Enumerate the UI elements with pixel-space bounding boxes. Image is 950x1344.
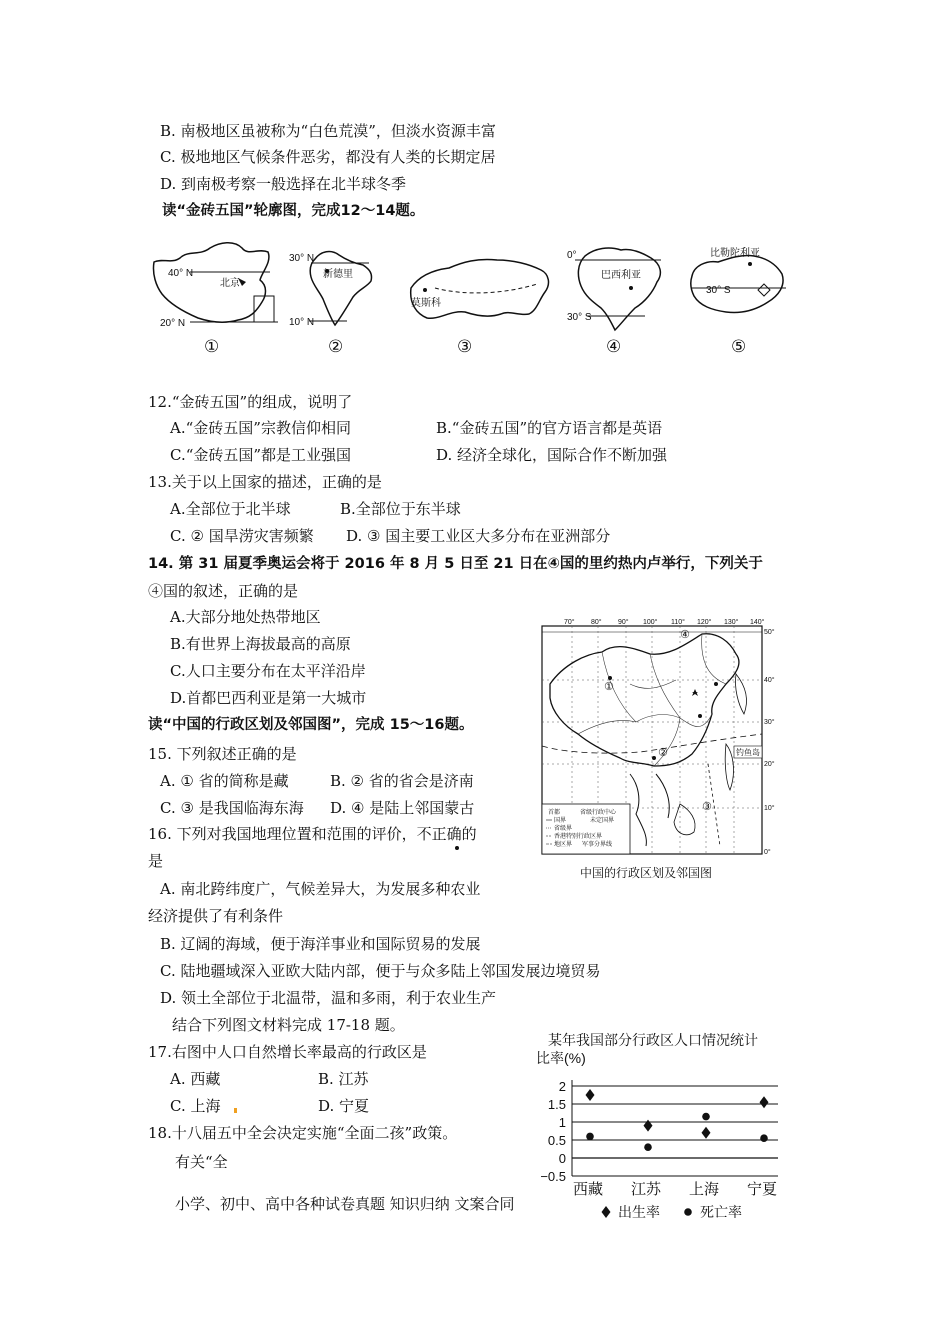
q17-option-b: B. 江苏 xyxy=(318,1070,369,1088)
china-admin-map-figure xyxy=(530,614,780,884)
q16-stem-line2: 是 xyxy=(148,852,164,870)
q12-option-d: D. 经济全球化，国际合作不断加强 xyxy=(436,446,668,464)
q16-option-a-line1: A. 南北跨纬度广，气候差异大，为发展多种农业 xyxy=(160,880,481,898)
chart-death-rate-point xyxy=(760,1134,768,1142)
china-map-legend-provincial-center: 省级行政中心 xyxy=(580,810,617,816)
chart-category-label: 宁夏 xyxy=(746,1180,778,1198)
chart-death-rate-point xyxy=(586,1133,594,1141)
chart-category-label: 西藏 xyxy=(572,1180,604,1198)
q14-option-a: A.大部分地处热带地区 xyxy=(170,608,321,626)
china-map-lon-130: 130° xyxy=(724,619,739,626)
map5-lat30s-label: 30° S xyxy=(706,285,731,296)
q17-stem: 17.右图中人口自然增长率最高的行政区是 xyxy=(148,1043,427,1061)
q16-option-b: B. 辽阔的海域，便于海洋事业和国际贸易的发展 xyxy=(160,935,481,953)
intro-12-14: 读“金砖五国”轮廓图，完成12～14题。 xyxy=(162,203,425,219)
map-number-3: ③ xyxy=(457,337,473,357)
q16-option-c: C. 陆地疆域深入亚欧大陆内部，便于与众多陆上邻国发展边境贸易 xyxy=(160,962,601,980)
china-map-legend-undetermined-border: 未定国界 xyxy=(590,818,615,824)
china-map-legend-region-border: 地区界 xyxy=(554,842,573,848)
map-number-2: ② xyxy=(328,337,344,357)
chart-legend-birth-rate: 出生率 xyxy=(618,1205,660,1218)
q15-stem: 15. 下列叙述正确的是 xyxy=(148,745,297,763)
china-map-marker-2: ② xyxy=(658,746,668,759)
q15-option-a: A. ① 省的简称是藏 xyxy=(160,772,289,790)
diaoyu-island-label: 钓鱼岛 xyxy=(736,748,760,757)
q13-stem: 13.关于以上国家的描述，正确的是 xyxy=(148,473,382,491)
chart-legend-circle xyxy=(684,1208,692,1216)
q14-stem-line1: 14. 第 31 届夏季奥运会将于 2016 年 8 月 5 日至 21 日在④国的里约热内卢举行，下列关于 xyxy=(148,556,763,572)
small-orange-mark xyxy=(234,1108,237,1113)
china-map-lon-140: 140° xyxy=(750,619,765,626)
q15-option-b: B. ② 省的省会是济南 xyxy=(330,772,474,790)
chart-category-label: 上海 xyxy=(688,1180,720,1198)
china-map-legend-hk-border: 香港特别行政区界 xyxy=(554,834,603,840)
q14-option-d: D.首都巴西利亚是第一大城市 xyxy=(170,689,367,707)
chart-ytick-label: 1 xyxy=(558,1115,566,1130)
q16-stem-line1: 16. 下列对我国地理位置和范围的评价，不正确的 xyxy=(148,825,477,843)
q14-option-c: C.人口主要分布在太平洋沿岸 xyxy=(170,662,366,680)
chart-legend-death-rate: 死亡率 xyxy=(700,1205,742,1218)
china-map-lon-90: 90° xyxy=(618,619,629,626)
map1-lat20-label: 20° N xyxy=(160,318,186,329)
china-map-lat-30: 30° xyxy=(764,719,775,726)
population-chart xyxy=(530,1028,790,1218)
map4-brasilia-label: 巴西利亚 xyxy=(601,270,641,281)
china-map-legend-national-border: 国界 xyxy=(554,818,567,824)
q17-option-a: A. 西藏 xyxy=(170,1070,221,1088)
q16-option-a-line2: 经济提供了有利条件 xyxy=(148,907,284,925)
q14-option-b: B.有世界上海拔最高的高原 xyxy=(170,635,351,653)
q14-stem-line2: ④国的叙述，正确的是 xyxy=(148,582,299,600)
map-number-1: ① xyxy=(204,337,220,357)
china-map-lon-120: 120° xyxy=(697,619,712,626)
chart-birth-rate-point xyxy=(760,1096,769,1108)
china-map-lon-70: 70° xyxy=(564,619,575,626)
china-outline-map xyxy=(150,238,280,334)
china-map-lon-110: 110° xyxy=(671,619,685,626)
chart-ylabel: 比率(%) xyxy=(536,1050,586,1066)
q12-stem: 12.“金砖五国”的组成，说明了 xyxy=(148,393,353,411)
china-map-lat-0: 0° xyxy=(764,849,771,856)
map-number-4: ④ xyxy=(606,337,622,357)
option-c-line: C. 极地地区气候条件恶劣，都没有人类的长期定居 xyxy=(160,148,496,166)
map1-lat40-label: 40° N xyxy=(168,268,194,279)
chart-death-rate-point xyxy=(702,1113,710,1121)
map1-beijing-label: 北京 xyxy=(220,278,240,289)
china-map-legend-military-line: 军事分界线 xyxy=(582,842,613,848)
china-map-lat-40: 40° xyxy=(764,677,775,684)
q12-option-a: A.“金砖五国”宗教信仰相同 xyxy=(170,419,351,437)
intro-17-18: 结合下列图文材料完成 17-18 题。 xyxy=(172,1016,405,1034)
chart-birth-rate-point xyxy=(644,1120,653,1132)
china-map-lat-20: 20° xyxy=(764,761,775,768)
option-d-line: D. 到南极考察一般选择在北半球冬季 xyxy=(160,175,407,193)
india-outline-map xyxy=(287,245,387,335)
intro-15-16: 读“中国的行政区划及邻国图”，完成 15～16题。 xyxy=(148,717,474,733)
q12-option-b: B.“金砖五国”的官方语言都是英语 xyxy=(436,419,663,437)
china-map-legend-capital: 首都 xyxy=(548,810,561,816)
china-admin-map xyxy=(530,614,780,864)
map2-newdelhi-label: 新德里 xyxy=(323,269,353,280)
emphasis-dot xyxy=(455,846,459,850)
chart-category-label: 江苏 xyxy=(630,1180,662,1198)
map5-pretoria-label: 比勒陀利亚 xyxy=(710,248,760,259)
q13-option-d: D. ③ 国主要工业区大多分布在亚洲部分 xyxy=(346,527,611,545)
chart-death-rate-point xyxy=(644,1143,652,1151)
option-b-line: B. 南极地区虽被称为“白色荒漠”，但淡水资源丰富 xyxy=(160,122,496,140)
chart-birth-rate-point xyxy=(702,1127,711,1139)
chart-ytick-label: 0.5 xyxy=(547,1133,566,1148)
chart-plot-area xyxy=(530,1028,790,1218)
russia-outline-map xyxy=(405,248,555,334)
china-map-lat-50: 50° xyxy=(764,629,775,636)
chart-ytick-label: 2 xyxy=(558,1079,566,1094)
china-map-legend-provincial-border: 省级界 xyxy=(554,826,573,832)
q17-option-d: D. 宁夏 xyxy=(318,1097,370,1115)
q12-option-c: C.“金砖五国”都是工业强国 xyxy=(170,446,352,464)
q18-stem: 18.十八届五中全会决定实施“全面二孩”政策。 xyxy=(148,1124,458,1142)
china-map-marker-3: ③ xyxy=(702,800,712,813)
chart-ytick-label: 0 xyxy=(558,1151,566,1166)
q13-option-c: C. ② 国旱涝灾害频繁 xyxy=(170,527,314,545)
china-map-marker-1: ① xyxy=(604,680,614,693)
china-map-lon-80: 80° xyxy=(591,619,602,626)
south-africa-outline-map xyxy=(682,240,792,322)
map2-lat30-label: 30° N xyxy=(289,253,315,264)
q15-option-c: C. ③ 是我国临海东海 xyxy=(160,799,304,817)
map-number-5: ⑤ xyxy=(731,337,747,357)
q13-option-b: B.全部位于东半球 xyxy=(340,500,461,518)
brazil-outline-map xyxy=(565,240,670,335)
map3-moscow-label: 莫斯科 xyxy=(411,298,441,309)
china-map-lat-10: 10° xyxy=(764,805,775,812)
china-map-caption: 中国的行政区划及邻国图 xyxy=(580,866,713,880)
page-footer: 小学、初中、高中各种试卷真题 知识归纳 文案合同 xyxy=(175,1195,515,1213)
map4-lat30s-label: 30° S xyxy=(567,312,592,323)
map2-lat10-label: 10° N xyxy=(289,317,315,328)
chart-legend-diamond xyxy=(602,1206,611,1218)
chart-title: 某年我国部分行政区人口情况统计 xyxy=(548,1032,758,1048)
q15-option-d: D. ④ 是陆上邻国蒙古 xyxy=(330,799,475,817)
map4-lat0-label: 0° xyxy=(567,250,577,261)
chart-birth-rate-point xyxy=(586,1089,595,1101)
china-map-marker-4: ④ xyxy=(680,628,690,641)
chart-ytick-label: 1.5 xyxy=(547,1097,566,1112)
q13-option-a: A.全部位于北半球 xyxy=(170,500,291,518)
china-map-lon-100: 100° xyxy=(643,619,658,626)
q17-option-c: C. 上海 xyxy=(170,1097,221,1115)
q18-continued: 有关“全 xyxy=(175,1153,228,1171)
chart-ytick-label: −0.5 xyxy=(540,1169,566,1184)
q16-option-d: D. 领土全部位于北温带，温和多雨，利于农业生产 xyxy=(160,989,497,1007)
